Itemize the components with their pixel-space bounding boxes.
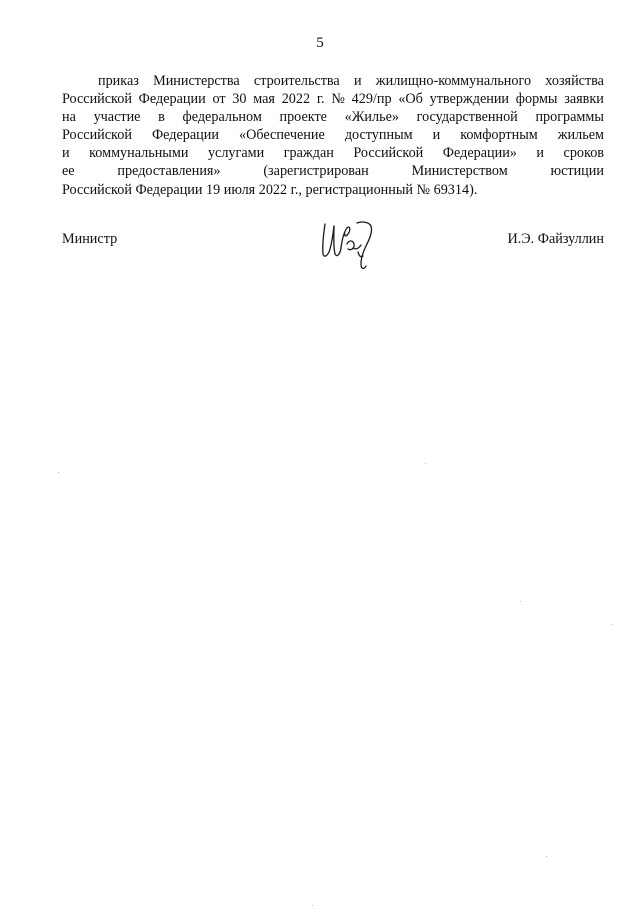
word: программы [535, 109, 604, 126]
word: доступным [344, 127, 413, 144]
word: участие [93, 109, 141, 126]
word: комфортным [460, 127, 538, 144]
word: Российской Федерации 19 июля 2022 г., регистрационный № 69314). [62, 181, 478, 198]
word: и [62, 145, 70, 162]
text-line [62, 126, 604, 144]
word: «Жилье» [344, 109, 399, 126]
word: Министерства [153, 73, 240, 89]
word: Российской [62, 127, 132, 144]
scan-speck [312, 905, 313, 906]
page-number: 5 [316, 35, 324, 51]
word: строительства [253, 73, 340, 89]
word: в [158, 109, 165, 126]
word: 30 [232, 91, 247, 108]
scan-speck [611, 624, 612, 625]
word: граждан [283, 145, 334, 162]
text-line [62, 90, 604, 108]
word: мая [253, 91, 275, 108]
word: Министерством [411, 163, 508, 180]
word: Федерации» [442, 145, 517, 162]
word: (зарегистрирован [263, 163, 369, 180]
order-reference-paragraph [62, 72, 604, 199]
word: заявки [564, 91, 604, 108]
signer-position: Министр [62, 231, 118, 247]
scan-speck [546, 856, 547, 857]
text-line [62, 144, 604, 162]
word: предоставления» [117, 163, 221, 180]
text-line [62, 72, 604, 90]
word: приказ [98, 73, 139, 89]
word: от [212, 91, 226, 108]
word: 2022 [281, 91, 311, 108]
word: жильем [557, 127, 604, 144]
word: Федерации [151, 127, 219, 144]
scan-speck [425, 463, 426, 464]
word: жилищно-коммунального [375, 73, 532, 89]
text-line [62, 181, 604, 199]
word: «Обеспечение [239, 127, 325, 144]
word: ее [62, 163, 75, 180]
word: коммунальными [89, 145, 189, 162]
word: Федерации [138, 91, 206, 108]
scan-speck [58, 472, 59, 473]
word: формы [515, 91, 558, 108]
word: «Об [398, 91, 423, 108]
word: сроков [563, 145, 604, 162]
word: государственной [416, 109, 518, 126]
text-line [62, 108, 604, 126]
word: федеральном [182, 109, 262, 126]
word: утверждении [429, 91, 510, 108]
signer-name: И.Э. Файзуллин [507, 231, 604, 247]
word: и [353, 73, 362, 89]
word: услугами [207, 145, 265, 162]
word: № [331, 91, 345, 108]
word: Российской [353, 145, 424, 162]
text-line [62, 162, 604, 180]
word: Российской [62, 91, 132, 108]
word: хозяйства [545, 73, 604, 89]
word: на [62, 109, 76, 126]
word: г. [316, 91, 325, 108]
word: и [536, 145, 545, 162]
scan-speck [520, 601, 521, 602]
word: 429/пр [351, 91, 392, 108]
word: и [432, 127, 441, 144]
handwritten-signature [317, 214, 379, 272]
word: проекте [279, 109, 327, 126]
word: юстиции [550, 163, 604, 180]
signature-row [62, 230, 604, 270]
